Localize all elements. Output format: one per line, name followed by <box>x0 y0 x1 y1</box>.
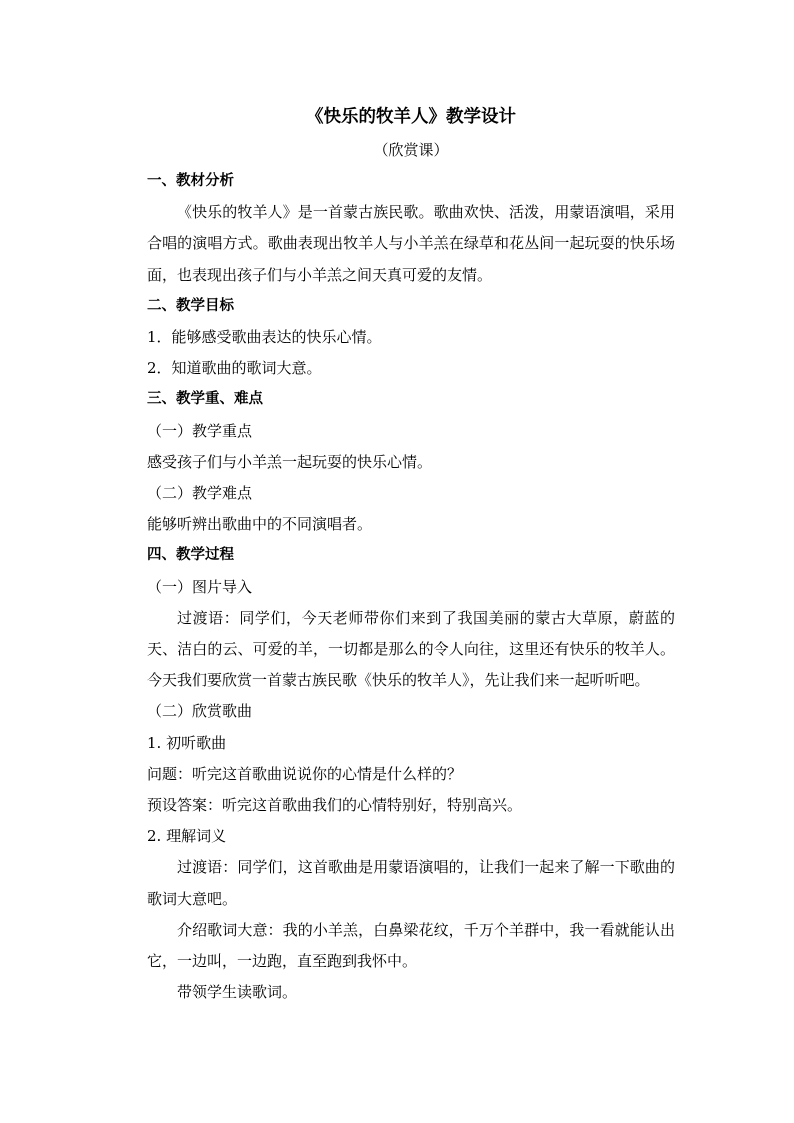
analysis-paragraph: 《快乐的牧羊人》是一首蒙古族民歌。歌曲欢快、活泼，用蒙语演唱，采用合唱的演唱方式。歌曲表现出牧羊人与小羊羔在绿草和花丛间一起玩耍的快乐场面，也表现出孩子们与小羊羔之间天真可爱的友情。 <box>147 203 675 284</box>
goal-item-2: 2．知道歌曲的歌词大意。 <box>147 359 322 378</box>
key-point-text: 感受孩子们与小羊羔一起玩耍的快乐心情。 <box>147 452 433 471</box>
subheading-appreciation: （二）欣赏歌曲 <box>147 702 253 721</box>
section-heading-analysis: 一、教材分析 <box>147 173 234 189</box>
transition-paragraph: 过渡语：同学们，这首歌曲是用蒙语演唱的，让我们一起来了解一下歌曲的歌词大意吧。 <box>147 858 675 908</box>
difficulty-text: 能够听辨出歌曲中的不同演唱者。 <box>147 515 373 534</box>
question-text: 问题：听完这首歌曲说说你的心情是什么样的？ <box>147 764 463 783</box>
document-title: 《快乐的牧羊人》教学设计 <box>306 107 516 127</box>
section-heading-key-points: 三、教学重、难点 <box>147 391 263 408</box>
picture-intro-paragraph: 过渡语：同学们，今天老师带你们来到了我国美丽的蒙古大草原，蔚蓝的天、洁白的云、可爱的羊，一切都是那么的令人向往，这里还有快乐的牧羊人。今天我们要欣赏一首蒙古族民歌《快乐的牧羊人》，先让我们来一起听听吧。 <box>147 608 675 690</box>
answer-text: 预设答案：听完这首歌曲我们的心情特别好，特别高兴。 <box>147 796 523 815</box>
subheading-difficulty: （二）教学难点 <box>147 484 253 503</box>
document-subtitle: （欣赏课） <box>373 141 449 159</box>
section-heading-goals: 二、教学目标 <box>147 297 234 314</box>
step-first-listen: 1. 初听歌曲 <box>147 733 227 752</box>
lyrics-paragraph: 介绍歌词大意：我的小羊羔，白鼻梁花纹，千万个羊群中，我一看就能认出它，一边叫，一边跑，直至跑到我怀中。 <box>147 920 675 971</box>
subheading-picture-intro: （一）图片导入 <box>147 577 253 596</box>
goal-item-1: 1．能够感受歌曲表达的快乐心情。 <box>147 328 382 347</box>
step-understand-lyrics: 2. 理解词义 <box>147 827 227 846</box>
subheading-key-point: （一）教学重点 <box>147 421 253 440</box>
document-body <box>147 103 675 1008</box>
section-heading-process: 四、教学过程 <box>147 547 234 564</box>
read-lyrics-text: 带领学生读歌词。 <box>177 983 298 1002</box>
